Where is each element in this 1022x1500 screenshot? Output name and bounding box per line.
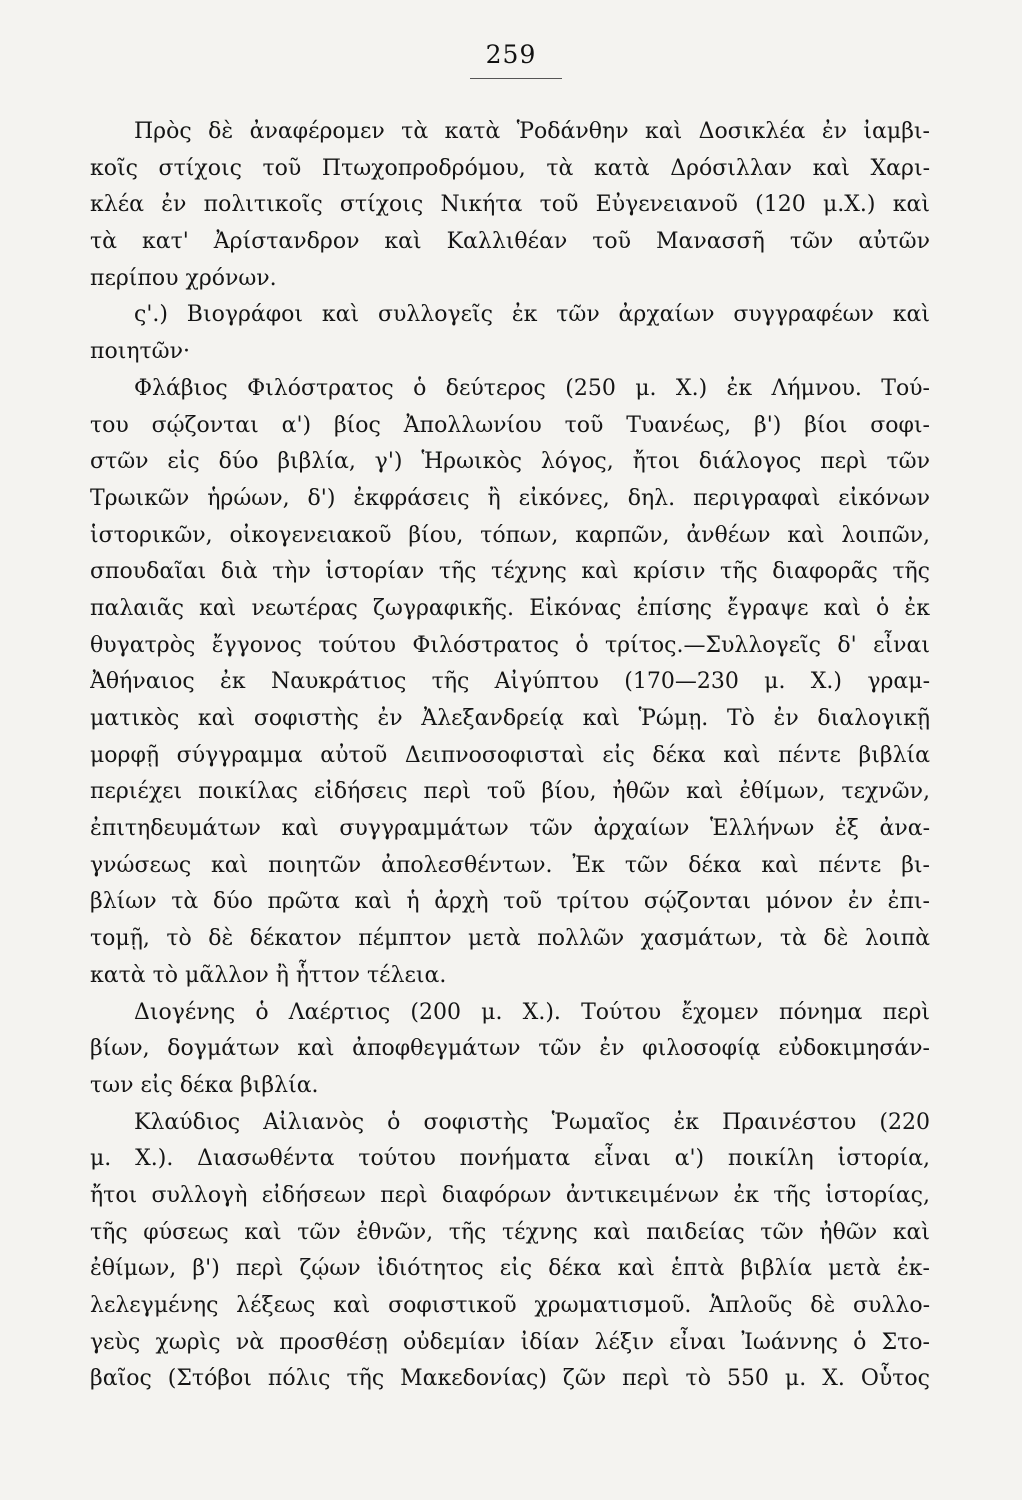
text-line: ἐθίμων, β') περὶ ζῴων ἰδιότητος εἰς δέκα καὶ ἑπτὰ βιβλία μετὰ ἐκ- <box>90 1256 930 1282</box>
text-line: των εἰς δέκα βιβλία. <box>90 1072 319 1098</box>
page-number-rule <box>470 78 562 79</box>
text-line: Ἀθήναιος ἐκ Ναυκράτιος τῆς Αἰγύπτου (170—230 μ. Χ.) γραμ- <box>90 669 930 695</box>
text-line: ποιητῶν· <box>90 339 190 365</box>
text-line: κλέα ἐν πολιτικοῖς στίχοις Νικήτα τοῦ Εὐγενειανοῦ (120 μ.Χ.) καὶ <box>90 192 930 218</box>
text-line: του σῴζονται α') βίος Ἀπολλωνίου τοῦ Τυανέως, β') βίοι σοφι- <box>90 412 930 438</box>
text-line: ματικὸς καὶ σοφιστὴς ἐν Ἀλεξανδρείᾳ καὶ Ῥώμῃ. Τὸ ἐν διαλογικῇ <box>90 706 930 731</box>
text-line: κοῖς στίχοις τοῦ Πτωχοπροδρόμου, τὰ κατὰ Δρόσιλλαν καὶ Χαρι- <box>90 155 930 181</box>
text-line: Φλάβιος Φιλόστρατος ὁ δεύτερος (250 μ. Χ.) ἐκ Λήμνου. Τού- <box>134 375 930 401</box>
text-line: τῆς φύσεως καὶ τῶν ἐθνῶν, τῆς τέχνης καὶ παιδείας τῶν ἠθῶν καὶ <box>90 1219 930 1245</box>
text-line: Διογένης ὁ Λαέρτιος (200 μ. Χ.). Τούτου ἔχομεν πόνημα περὶ <box>134 999 930 1025</box>
text-line: σπουδαῖαι διὰ τὴν ἱστορίαν τῆς τέχνης καὶ κρίσιν τῆς διαφορᾶς τῆς <box>90 559 930 585</box>
text-line: μ. Χ.). Διασωθέντα τούτου πονήματα εἶναι α') ποικίλη ἱστορία, <box>90 1146 930 1172</box>
text-line: ἐπιτηδευμάτων καὶ συγγραμμάτων τῶν ἀρχαίων Ἑλλήνων ἐξ ἀνα- <box>90 816 930 842</box>
text-line: ἱστορικῶν, οἰκογενειακοῦ βίου, τόπων, καρπῶν, ἀνθέων καὶ λοιπῶν, <box>90 522 930 548</box>
text-line: βλίων τὰ δύο πρῶτα καὶ ἡ ἀρχὴ τοῦ τρίτου σῴζονται μόνον ἐν ἐπι- <box>90 889 930 915</box>
body-text <box>90 114 930 1398</box>
page-number: 259 <box>485 40 537 69</box>
text-line: περίπου χρόνων. <box>90 265 277 291</box>
text-line: βαῖος (Στόβοι πόλις τῆς Μακεδονίας) ζῶν περὶ τὸ 550 μ. Χ. Οὗτος <box>90 1366 930 1392</box>
text-line: ς'.) Βιογράφοι καὶ συλλογεῖς ἐκ τῶν ἀρχαίων συγγραφέων καὶ <box>134 302 930 328</box>
text-line: περιέχει ποικίλας εἰδήσεις περὶ τοῦ βίου, ἠθῶν καὶ ἐθίμων, τεχνῶν, <box>90 779 930 805</box>
text-line: Τρωικῶν ἡρώων, δ') ἐκφράσεις ἢ εἰκόνες, δηλ. περιγραφαὶ εἰκόνων <box>90 485 930 511</box>
text-line: Πρὸς δὲ ἀναφέρομεν τὰ κατὰ Ῥοδάνθην καὶ Δοσικλέα ἐν ἰαμβι- <box>134 119 930 144</box>
text-line: ἤτοι συλλογὴ εἰδήσεων περὶ διαφόρων ἀντικειμένων ἐκ τῆς ἱστορίας, <box>90 1182 930 1208</box>
text-line: λελεγμένης λέξεως καὶ σοφιστικοῦ χρωματισμοῦ. Ἁπλοῦς δὲ συλλο- <box>90 1293 930 1318</box>
text-line: Κλαύδιος Αἰλιανὸς ὁ σοφιστὴς Ῥωμαῖος ἐκ Πραινέστου (220 <box>134 1109 930 1135</box>
text-line: τὰ κατ' Ἀρίστανδρον καὶ Καλλιθέαν τοῦ Μανασσῆ τῶν αὐτῶν <box>90 229 930 255</box>
text-line: γεὺς χωρὶς νὰ προσθέσῃ οὐδεμίαν ἰδίαν λέξιν εἶναι Ἰωάννης ὁ Στο- <box>90 1329 930 1355</box>
text-line: βίων, δογμάτων καὶ ἀποφθεγμάτων τῶν ἐν φιλοσοφίᾳ εὐδοκιμησάν- <box>90 1036 930 1062</box>
text-line: θυγατρὸς ἔγγονος τούτου Φιλόστρατος ὁ τρίτος.—Συλλογεῖς δ' εἶναι <box>90 632 930 658</box>
text-line: γνώσεως καὶ ποιητῶν ἀπολεσθέντων. Ἐκ τῶν δέκα καὶ πέντε βι- <box>90 852 930 878</box>
text-line: στῶν εἰς δύο βιβλία, γ') Ἡρωικὸς λόγος, ἤτοι διάλογος περὶ τῶν <box>90 449 930 475</box>
text-line: παλαιᾶς καὶ νεωτέρας ζωγραφικῆς. Εἰκόνας ἐπίσης ἔγραψε καὶ ὁ ἐκ <box>90 595 930 621</box>
text-line: τομῇ, τὸ δὲ δέκατον πέμπτον μετὰ πολλῶν χασμάτων, τὰ δὲ λοιπὰ <box>90 926 930 952</box>
text-line: μορφῇ σύγγραμμα αὐτοῦ Δειπνοσοφισταὶ εἰς δέκα καὶ πέντε βιβλία <box>90 742 930 768</box>
text-line: κατὰ τὸ μᾶλλον ἢ ἧττον τέλεια. <box>90 962 447 988</box>
